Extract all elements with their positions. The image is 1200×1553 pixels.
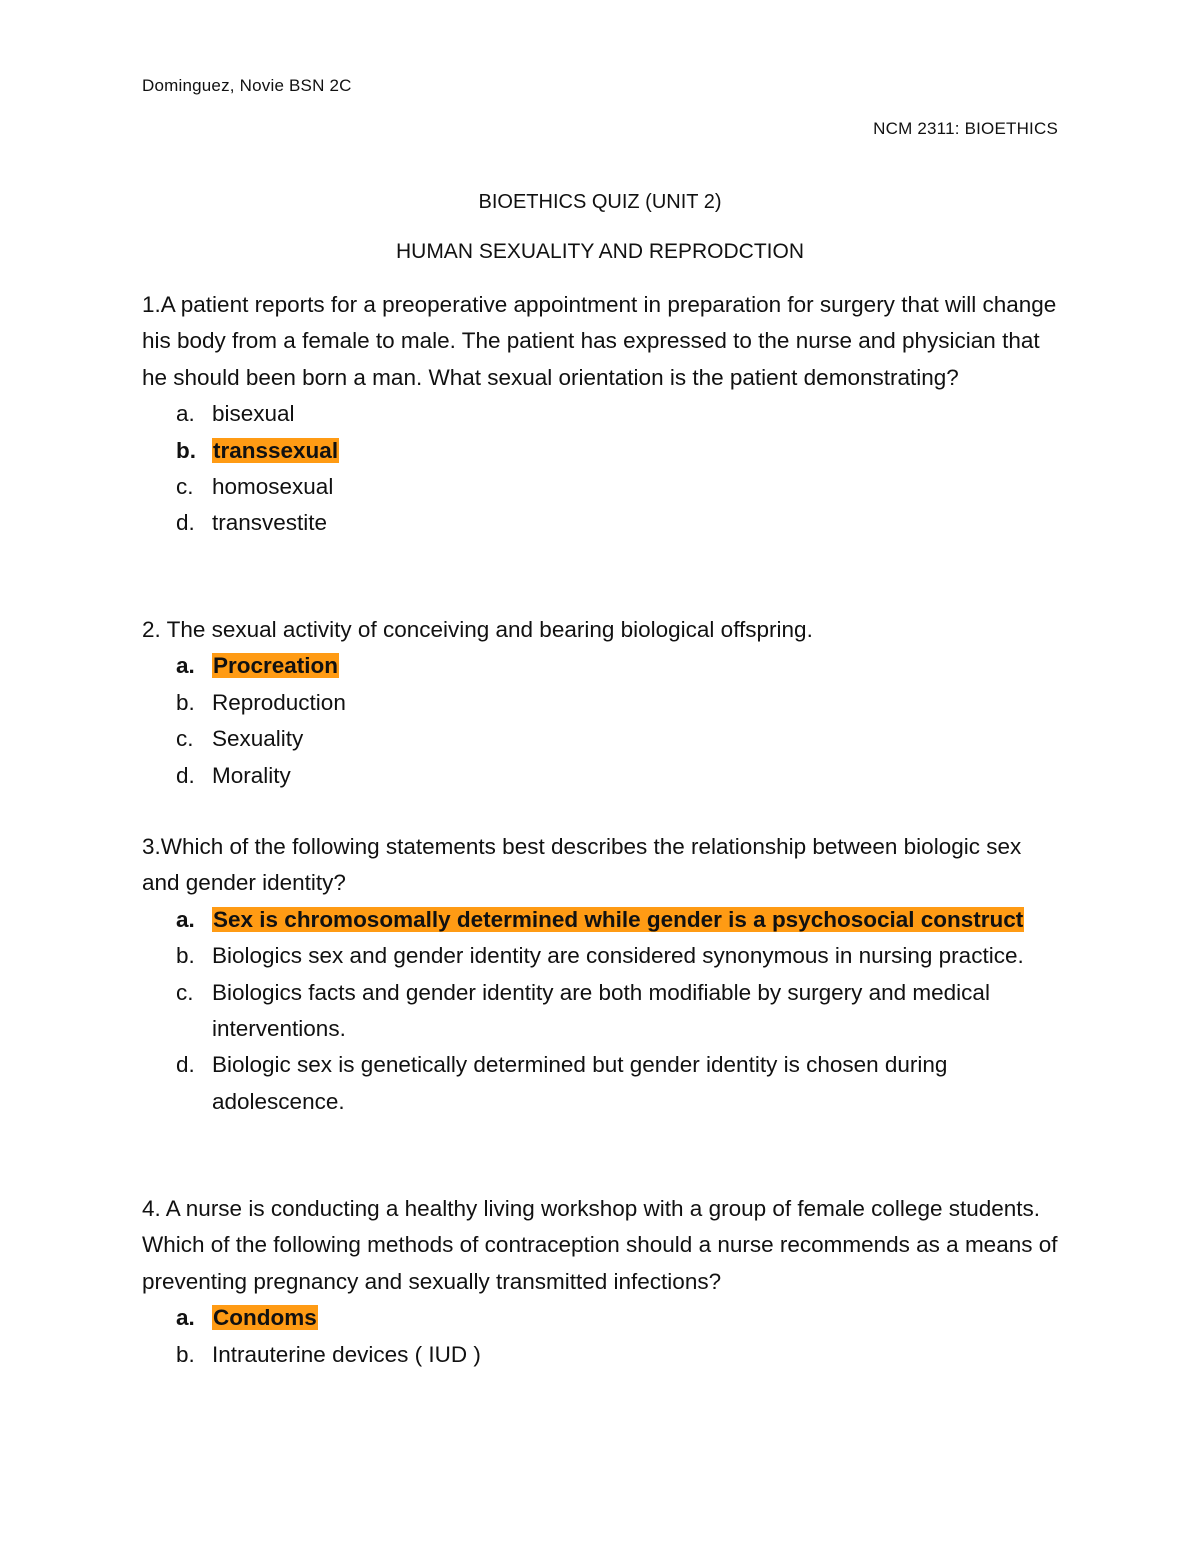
option-text: Sexuality	[212, 726, 304, 752]
option-text: homosexual	[212, 474, 334, 500]
option-letter: c.	[176, 979, 194, 1005]
options-list	[142, 396, 1062, 542]
option-letter: d.	[176, 510, 195, 536]
option-letter: b.	[176, 689, 195, 715]
option-text: Morality	[212, 762, 291, 788]
option-letter: b.	[176, 1341, 195, 1367]
highlighted-answer: Sex is chromosomally determined while gender is a psychosocial construct	[213, 906, 1024, 932]
quiz-title: BIOETHICS QUIZ (UNIT 2)	[478, 191, 722, 213]
question-block-1	[142, 287, 1062, 542]
options-list	[142, 902, 1062, 1120]
option-b	[142, 938, 1062, 974]
question-block-2	[142, 612, 1062, 794]
option-letter: b.	[176, 943, 195, 969]
option-b	[142, 1337, 1062, 1373]
option-letter: d.	[176, 1052, 195, 1078]
highlighted-answer: Condoms	[213, 1305, 317, 1331]
topic-title: HUMAN SEXUALITY AND REPRODCTION	[395, 240, 804, 263]
options-list	[142, 1300, 1062, 1373]
option-text: bisexual	[212, 401, 295, 427]
option-c	[142, 721, 1062, 757]
option-letter: a.	[176, 653, 195, 679]
author-line: Dominguez, Novie BSN 2C	[142, 76, 352, 95]
option-letter: c.	[176, 474, 194, 500]
option-b	[142, 685, 1062, 721]
question-text: 3.Which of the following statements best describes the relationship between biologic sex and gender identity?	[142, 834, 1022, 896]
option-letter: b.	[176, 437, 196, 463]
option-letter: c.	[176, 726, 194, 752]
option-letter: d.	[176, 762, 195, 788]
option-a	[142, 396, 1062, 432]
question-text: 2. The sexual activity of conceiving and bearing biological offspring.	[142, 617, 813, 642]
highlighted-answer: transsexual	[213, 437, 339, 463]
question-block-3	[142, 829, 1062, 1120]
option-text: Biologics facts and gender identity are both modifiable by surgery and medical interventions.	[212, 979, 990, 1042]
option-c	[142, 469, 1062, 505]
question-block-4	[142, 1191, 1062, 1373]
question-text: 4. A nurse is conducting a healthy living workshop with a group of female college students. Which of the following methods of contraception should a nurse recommends as a means of preventing pregnancy and sexually transmitted infections?	[142, 1196, 1058, 1294]
option-d	[142, 505, 1062, 541]
option-text: transvestite	[212, 510, 328, 536]
option-text: Reproduction	[212, 689, 346, 715]
option-text: Intrauterine devices ( IUD )	[212, 1341, 481, 1367]
option-a	[142, 902, 1062, 938]
option-b	[142, 433, 1062, 469]
course-code: NCM 2311: BIOETHICS	[873, 119, 1058, 138]
question-text: 1.A patient reports for a preoperative appointment in preparation for surgery that will change his body from a female to male. The patient has expressed to the nurse and physician that he should been born a man. What sexual orientation is the patient demonstrating?	[142, 292, 1057, 390]
option-a	[142, 1300, 1062, 1336]
option-letter: a.	[176, 906, 195, 932]
options-list	[142, 648, 1062, 794]
option-c	[142, 975, 1062, 1048]
option-letter: a.	[176, 401, 195, 427]
option-a	[142, 648, 1062, 684]
highlighted-answer: Procreation	[213, 653, 339, 679]
option-text: Biologics sex and gender identity are considered synonymous in nursing practice.	[212, 943, 1024, 969]
option-d	[142, 1047, 1062, 1120]
option-letter: a.	[176, 1305, 195, 1331]
option-text: Biologic sex is genetically determined but gender identity is chosen during adolescence.	[212, 1052, 948, 1114]
option-d	[142, 758, 1062, 794]
